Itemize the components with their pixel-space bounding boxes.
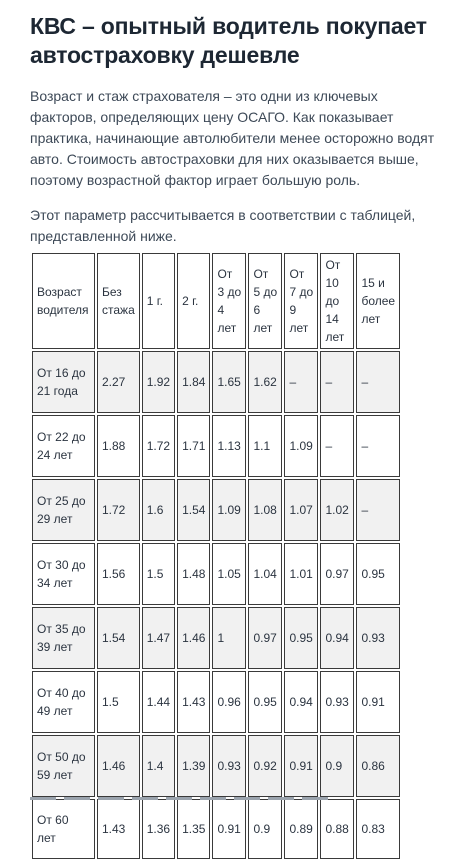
coefficient-cell: 0.91 <box>356 671 400 733</box>
coefficient-cell: 0.93 <box>356 607 400 669</box>
coefficient-cell: – <box>356 415 400 477</box>
coefficient-cell: 1.1 <box>248 415 282 477</box>
coefficient-cell: – <box>320 351 354 413</box>
coefficient-cell: 0.91 <box>212 799 246 859</box>
coefficient-cell: 1.65 <box>212 351 246 413</box>
coefficient-cell: 0.91 <box>284 735 318 797</box>
header-cell: 1 г. <box>142 253 175 349</box>
table-row <box>32 415 400 477</box>
coefficient-cell: 0.9 <box>248 799 282 859</box>
age-group-cell: От 60 лет <box>32 799 95 859</box>
age-experience-coefficient-table <box>30 251 402 861</box>
coefficient-cell: – <box>284 351 318 413</box>
coefficient-cell: 1.47 <box>142 607 175 669</box>
table-row <box>32 671 400 733</box>
header-cell: От 10 до 14 лет <box>320 253 354 349</box>
coefficient-cell: 1.5 <box>97 671 140 733</box>
header-cell: От 7 до 9 лет <box>284 253 318 349</box>
coefficient-cell: 1.48 <box>177 543 210 605</box>
coefficient-cell: 0.9 <box>320 735 354 797</box>
article-content <box>30 12 435 247</box>
coefficient-cell: 0.97 <box>320 543 354 605</box>
coefficient-cell: – <box>356 351 400 413</box>
header-cell: 2 г. <box>177 253 210 349</box>
coefficient-cell: 1.46 <box>177 607 210 669</box>
coefficient-cell: 1.4 <box>142 735 175 797</box>
table-row <box>32 735 400 797</box>
age-group-cell: От 50 до 59 лет <box>32 735 95 797</box>
age-group-cell: От 25 до 29 лет <box>32 479 95 541</box>
header-cell: От 3 до 4 лет <box>212 253 246 349</box>
header-cell: От 5 до 6 лет <box>248 253 282 349</box>
table-body <box>32 253 400 859</box>
coefficient-cell: 0.83 <box>356 799 400 859</box>
age-group-cell: От 30 до 34 лет <box>32 543 95 605</box>
coefficient-cell: 0.92 <box>248 735 282 797</box>
coefficient-cell: 2.27 <box>97 351 140 413</box>
coefficient-cell: 0.95 <box>284 607 318 669</box>
coefficient-cell: 1.01 <box>284 543 318 605</box>
coefficient-cell: 1.35 <box>177 799 210 859</box>
coefficient-cell: 1.72 <box>142 415 175 477</box>
coefficient-cell: 1.43 <box>97 799 140 859</box>
coefficient-cell: 0.94 <box>284 671 318 733</box>
coefficient-cell: – <box>356 479 400 541</box>
table-header-row <box>32 253 400 349</box>
coefficient-cell: 1.43 <box>177 671 210 733</box>
coefficient-cell: 1.08 <box>248 479 282 541</box>
coefficient-cell: 0.93 <box>320 671 354 733</box>
coefficient-cell: 1.5 <box>142 543 175 605</box>
coefficient-cell: 1.72 <box>97 479 140 541</box>
coefficient-cell: 0.95 <box>356 543 400 605</box>
header-cell: 15 и более лет <box>356 253 400 349</box>
coefficient-cell: 1.84 <box>177 351 210 413</box>
coefficient-cell: 1.62 <box>248 351 282 413</box>
coefficient-cell: 1.09 <box>212 479 246 541</box>
coefficient-cell: 1.36 <box>142 799 175 859</box>
table-intro-paragraph: Этот параметр рассчитывается в соответствии с таблицей, представленной ниже. <box>30 207 416 244</box>
coefficient-cell: 0.97 <box>248 607 282 669</box>
coefficient-cell: 0.89 <box>284 799 318 859</box>
coefficient-cell: 1 <box>212 607 246 669</box>
table-row <box>32 799 400 859</box>
table-row <box>32 607 400 669</box>
table-row <box>32 351 400 413</box>
coefficient-cell: 0.96 <box>212 671 246 733</box>
coefficient-cell: 1.07 <box>284 479 318 541</box>
header-cell: Без стажа <box>97 253 140 349</box>
age-group-cell: От 35 до 39 лет <box>32 607 95 669</box>
coefficient-cell: 1.13 <box>212 415 246 477</box>
table-row <box>32 543 400 605</box>
coefficient-cell: 1.04 <box>248 543 282 605</box>
coefficient-cell: 1.88 <box>97 415 140 477</box>
age-group-cell: От 22 до 24 лет <box>32 415 95 477</box>
coefficient-cell: 1.39 <box>177 735 210 797</box>
coefficient-cell: 0.95 <box>248 671 282 733</box>
coefficient-cell: 1.56 <box>97 543 140 605</box>
header-cell: Возраст водителя <box>32 253 95 349</box>
next-paragraph-cutoff <box>30 793 330 800</box>
table-row <box>32 479 400 541</box>
coefficient-cell: 1.71 <box>177 415 210 477</box>
coefficient-cell: 1.09 <box>284 415 318 477</box>
article-title: КВС – опытный водитель покупает автостраховку дешевле <box>30 13 427 68</box>
coefficient-cell: 1.44 <box>142 671 175 733</box>
coefficient-cell: 1.6 <box>142 479 175 541</box>
coefficient-cell: 0.86 <box>356 735 400 797</box>
coefficient-cell: – <box>320 415 354 477</box>
coefficient-cell: 1.54 <box>97 607 140 669</box>
coefficient-cell: 1.46 <box>97 735 140 797</box>
coefficient-cell: 0.94 <box>320 607 354 669</box>
intro-paragraph: Возраст и стаж страхователя – это одни из ключевых факторов, определяющих цену ОСАГО. Как показывает практика, начинающие автолюбители менее осторожно водят авто. Стоимость автостраховки для них оказывается выше, поэтому возрастной фактор играет большую роль. <box>30 88 435 188</box>
coefficient-cell: 1.54 <box>177 479 210 541</box>
coefficient-cell: 0.93 <box>212 735 246 797</box>
coefficient-cell: 1.02 <box>320 479 354 541</box>
coefficient-cell: 1.92 <box>142 351 175 413</box>
coefficient-cell: 0.88 <box>320 799 354 859</box>
coefficient-cell: 1.05 <box>212 543 246 605</box>
age-group-cell: От 40 до 49 лет <box>32 671 95 733</box>
age-group-cell: От 16 до 21 года <box>32 351 95 413</box>
